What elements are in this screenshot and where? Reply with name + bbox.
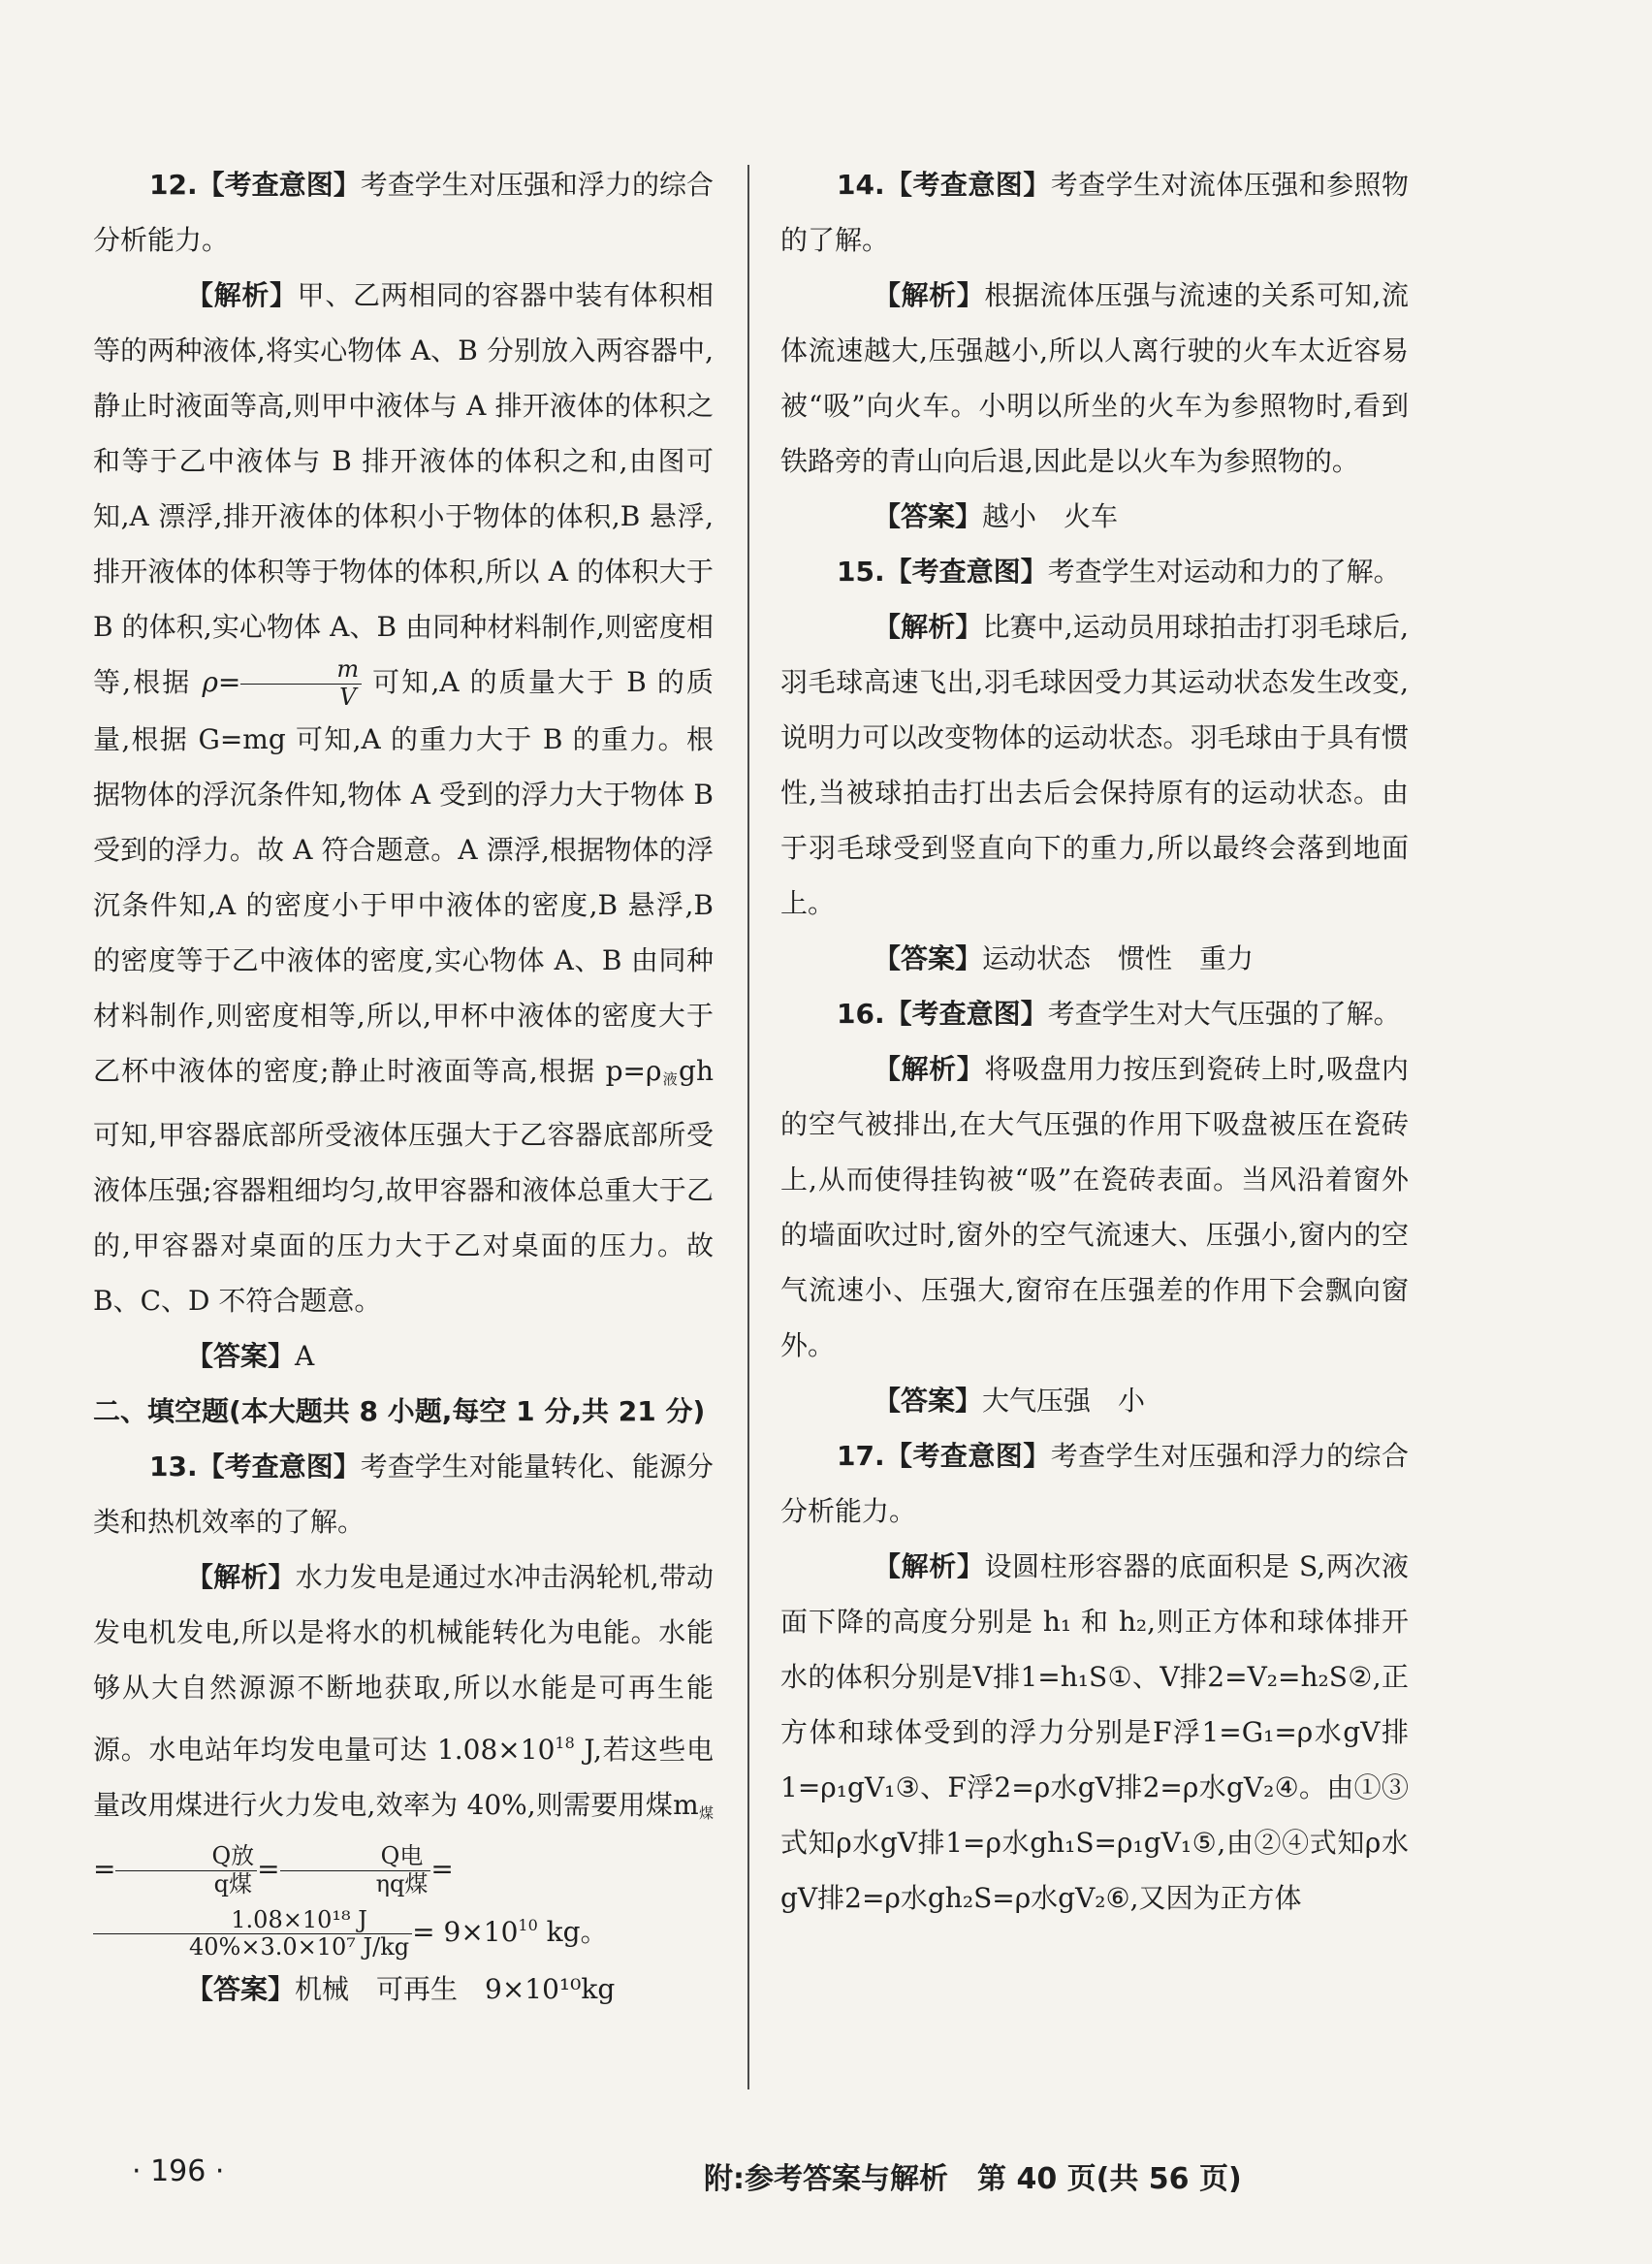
answer-tag: 【答案】 xyxy=(874,942,983,974)
frac2-den: ηq煤 xyxy=(375,1869,429,1897)
q16-answer-text: 大气压强 小 xyxy=(982,1385,1146,1417)
q14-analysis-text: 根据流体压强与流速的关系可知,流体流速越大,压强越小,所以人离行驶的火车太近容易被“吸”向火车。小明以所坐的火车为参照物时,看到铁路旁的青山向后退,因此是以火车为参照物的。 xyxy=(780,279,1409,477)
q12-analysis-part3: gh 可知,甲容器底部所受液体压强大于乙容器底部所受液体压强;容器粗细均匀,故甲容器和液体总重大于乙的,甲容器对桌面的压力大于乙对桌面的压力。故 B、C、D 不符合题意。 xyxy=(93,1054,714,1317)
q13-analysis-part4: kg。 xyxy=(537,1916,608,1949)
analysis-tag: 【解析】 xyxy=(874,1550,985,1582)
q15-analysis xyxy=(780,599,1409,931)
intent-tag: 【考查意图】 xyxy=(197,1450,361,1483)
intent-tag: 【考查意图】 xyxy=(884,998,1048,1030)
section-heading xyxy=(93,1384,714,1439)
q15-answer-text: 运动状态 惯性 重力 xyxy=(982,942,1255,974)
q13-intent xyxy=(93,1439,714,1549)
left-column xyxy=(93,157,714,2017)
q14-intent xyxy=(780,157,1409,268)
q15-number: 15. xyxy=(837,556,885,588)
q13-number: 13. xyxy=(149,1450,198,1483)
q16-number: 16. xyxy=(837,998,885,1030)
q14-number: 14. xyxy=(837,169,885,201)
q17-analysis xyxy=(780,1539,1409,1926)
exponent-18: 18 xyxy=(555,1733,575,1752)
section2-title: 二、填空题(本大题共 8 小题,每空 1 分,共 21 分) xyxy=(93,1394,706,1427)
fraction-q-dian xyxy=(280,1843,431,1897)
q13-analysis: 【解析】水力发电是通过水冲击涡轮机,带动发电机发电,所以是将水的机械能转化为电能。水能够从大自然源源不断地获取,所以水能是可再生能源。水电站年均发电量可达 $1.08\times 10^{18}$ J,若这些电量改用煤进行火力发电,效率为 40%,则需要用煤$m_煤=$ $\frac{\text{Q放}}{\text{q煤}}$ = $\frac{\text{Q电}}{\text{ηq煤}}$ = $\frac{\text{1.08×10¹⁸ J}}{\text{40\%×3.0×10⁷ J/kg}}$ = $9\times 10^{10}$ kg。 xyxy=(93,1560,714,1961)
q12-analysis: 【解析】甲、乙两相同的容器中装有体积相等的两种液体,将实心物体 A、B 分别放入两容器中,静止时液面等高,则甲中液体与 A 排开液体的体积之和等于乙中液体与 B 排开液体的体积之和,由图可知,A 漂浮,排开液体的体积小于物体的体积,B 悬浮,排开液体的体积等于物体的体积,所以 A 的体积大于 B 的体积,实心物体 A、B 由同种材料制作,则密度相等,根据 ρ= $\frac{m}{V}$ 可知,A 的质量大于 B 的质量,根据 G=mg 可知,A 的重力大于 B 的重力。根据物体的浮沉条件知,物体 A 受到的浮力大于物体 B 受到的浮力。故 A 符合题意。A 漂浮,根据物体的浮沉条件知,A 的密度小于甲中液体的密度,B 悬浮,B 的密度等于乙中液体的密度,实心物体 A、B 由同种材料制作,则密度相等,所以,甲杯中液体的密度大于乙杯中液体的密度;静止时液面等高,根据 $p=\rho_液gh$ 可知,甲容器底部所受液体压强大于乙容器底部所受液体压强;容器粗细均匀,故甲容器和液体总重大于乙的,甲容器对桌面的压力大于乙对桌面的压力。故 B、C、D 不符合题意。 xyxy=(93,279,714,1317)
q12-answer xyxy=(93,1328,714,1384)
answer-tag: 【答案】 xyxy=(874,500,983,532)
q15-intent-text: 考查学生对运动和力的了解。 xyxy=(1047,556,1401,588)
answer-tag: 【答案】 xyxy=(186,1972,296,2005)
frac1-num: Q放 xyxy=(115,1843,257,1871)
q13-answer-text: 机械 可再生 9×10¹⁰kg xyxy=(295,1972,616,2005)
frac3-num: 1.08×10¹⁸ J xyxy=(93,1907,412,1935)
q14-answer xyxy=(780,489,1409,544)
q13-analysis-part2: J,若这些电量改用煤进行火力发电,效率为 40%,则需要用煤m xyxy=(93,1733,714,1821)
footer-title: 附:参考答案与解析 第 40 页(共 56 页) xyxy=(704,2162,1242,2196)
frac3-den: 40%×3.0×10⁷ J/kg xyxy=(189,1933,410,1961)
q13-answer xyxy=(93,1961,714,2017)
q12-analysis-part2: 可知,A 的质量大于 B 的质量,根据 G=mg 可知,A 的重力大于 B 的重力。根据物体的浮沉条件知,物体 A 受到的浮力大于物体 B 受到的浮力。故 A 符合题意。A 漂浮,根据物体的浮沉条件知,A 的密度小于甲中液体的密度,B 悬浮,B 的密度等于乙中液体的密度,实心物体 A、B 由同种材料制作,则密度相等,所以,甲杯中液体的密度大于乙杯中液体的密度;静止时液面等高,根据 p=ρ xyxy=(93,666,714,1087)
q16-analysis xyxy=(780,1041,1409,1373)
page-number: · 196 · xyxy=(132,2154,225,2188)
q12-answer-text: A xyxy=(295,1339,315,1372)
right-column xyxy=(780,157,1409,1926)
rho-formula xyxy=(240,656,362,711)
answer-tag: 【答案】 xyxy=(186,1339,296,1372)
q13-analysis-part1: 水力发电是通过水冲击涡轮机,带动发电机发电,所以是将水的机械能转化为电能。水能够从大自然源源不断地获取,所以水能是可再生能源。水电站年均发电量可达 1.08×10 xyxy=(93,1560,714,1766)
q16-analysis-text: 将吸盘用力按压到瓷砖上时,吸盘内的空气被排出,在大气压强的作用下吸盘被压在瓷砖上,从而使得挂钩被“吸”在瓷砖表面。当风沿着窗外的墙面吹过时,窗外的空气流速大、压强小,窗内的空气流速小、压强大,窗帘在压强差的作用下会飘向窗外。 xyxy=(780,1053,1409,1361)
fraction-q-fang xyxy=(115,1843,257,1897)
frac1-den: q煤 xyxy=(213,1869,252,1897)
coal-subscript: 煤 xyxy=(698,1803,714,1822)
analysis-tag: 【解析】 xyxy=(186,1560,296,1593)
intent-tag: 【考查意图】 xyxy=(884,1440,1051,1472)
fraction-numeric xyxy=(93,1907,412,1961)
equals-sign: = xyxy=(93,1852,116,1885)
q12-intent xyxy=(93,157,714,268)
column-divider xyxy=(747,165,749,2089)
q17-analysis-text: 设圆柱形容器的底面积是 S,两次液面下降的高度分别是 h₁ 和 h₂,则正方体和球体排开水的体积分别是V排1=h₁S①、V排2=V₂=h₂S②,正方体和球体受到的浮力分别是F浮1=G₁=ρ水gV排1=ρ₁gV₁③、F浮2=ρ水gV排2=ρ水gV₂④。由①③式知ρ水gV排1=ρ水gh₁S=ρ₁gV₁⑤,由②④式知ρ水gV排2=ρ水gh₂S=ρ水gV₂⑥,又因为正方体 xyxy=(780,1550,1409,1914)
q15-intent xyxy=(780,544,1409,599)
intent-tag: 【考查意图】 xyxy=(884,169,1051,201)
q16-intent xyxy=(780,986,1409,1041)
intent-tag: 【考查意图】 xyxy=(884,556,1048,588)
q13-analysis-part3: 9×10 xyxy=(443,1916,519,1949)
q13-intent-text: 考查学生对能量转化、能源分类和热机效率的了解。 xyxy=(93,1450,714,1538)
q14-analysis xyxy=(780,268,1409,489)
q14-answer-text: 越小 火车 xyxy=(982,500,1119,532)
rho-numerator: m xyxy=(240,656,362,685)
q17-number: 17. xyxy=(837,1440,885,1472)
q17-intent xyxy=(780,1428,1409,1539)
q16-answer xyxy=(780,1373,1409,1428)
q16-intent-text: 考查学生对大气压强的了解。 xyxy=(1047,998,1401,1030)
q12-number: 12. xyxy=(149,169,198,201)
exponent-10: 10 xyxy=(518,1916,538,1935)
analysis-tag: 【解析】 xyxy=(874,279,985,311)
analysis-tag: 【解析】 xyxy=(874,1053,985,1085)
q12-intent-text: 考查学生对压强和浮力的综合分析能力。 xyxy=(93,169,714,256)
q15-answer xyxy=(780,931,1409,986)
rho-denominator: V xyxy=(339,684,357,711)
q12-analysis-part1: 甲、乙两相同的容器中装有体积相等的两种液体,将实心物体 A、B 分别放入两容器中,静止时液面等高,则甲中液体与 A 排开液体的体积之和等于乙中液体与 B 排开液体的体积之和,由图可知,A 漂浮,排开液体的体积小于物体的体积,B 悬浮,排开液体的体积等于物体的体积,所以 A 的体积大于 B 的体积,实心物体 A、B 由同种材料制作,则密度相等,根据 xyxy=(93,279,714,698)
q14-intent-text: 考查学生对流体压强和参照物的了解。 xyxy=(780,169,1409,256)
intent-tag: 【考查意图】 xyxy=(197,169,361,201)
analysis-tag: 【解析】 xyxy=(186,279,298,311)
liquid-subscript: 液 xyxy=(661,1069,680,1088)
answer-tag: 【答案】 xyxy=(874,1385,983,1417)
frac2-num: Q电 xyxy=(280,1843,431,1871)
analysis-tag: 【解析】 xyxy=(874,611,983,643)
q15-analysis-text: 比赛中,运动员用球拍击打羽毛球后,羽毛球高速飞出,羽毛球因受力其运动状态发生改变,说明力可以改变物体的运动状态。羽毛球由于具有惯性,当被球拍击打出去后会保持原有的运动状态。由于羽毛球受到竖直向下的重力,所以最终会落到地面上。 xyxy=(780,611,1409,919)
q17-intent-text: 考查学生对压强和浮力的综合分析能力。 xyxy=(780,1440,1409,1527)
